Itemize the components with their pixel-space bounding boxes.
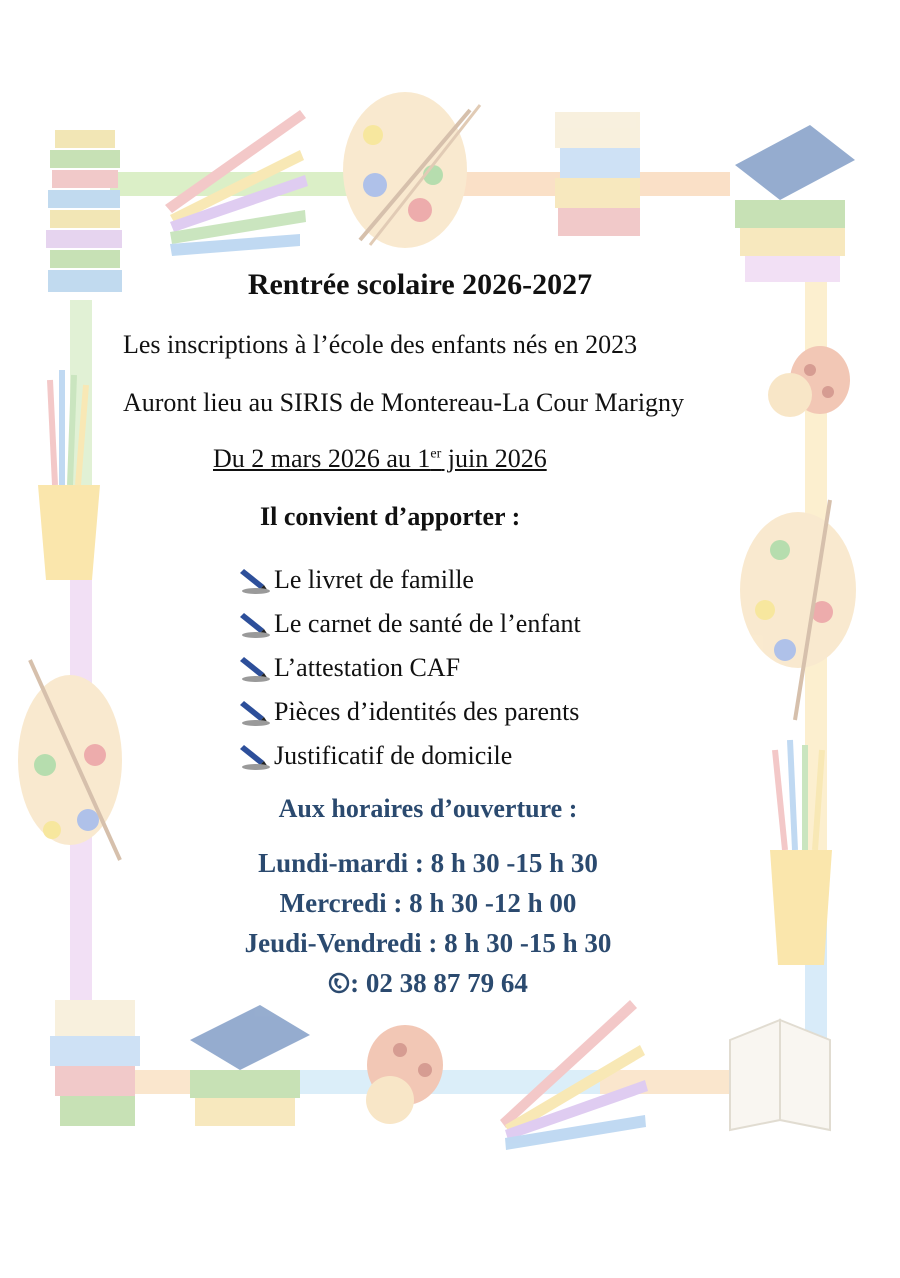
paint-palette-icon [343, 92, 480, 248]
list-item [238, 602, 581, 646]
documents-heading: Il convient d’apporter : [260, 502, 521, 531]
pen-icon [238, 609, 272, 639]
date-range [213, 444, 547, 474]
date-superscript: er [430, 446, 442, 462]
pen-icon [238, 653, 272, 683]
registration-text: Les inscriptions à l’école des enfants nés en 2023 [123, 330, 638, 359]
date-end: juin 2026 [441, 444, 547, 473]
ladybug-icon [768, 346, 850, 417]
phone-number: : 02 38 87 79 64 [350, 968, 528, 998]
open-book-icon [730, 1020, 830, 1130]
list-item [238, 558, 581, 602]
phone-line [0, 968, 856, 999]
hours-wednesday: Mercredi : 8 h 30 -12 h 00 [279, 888, 577, 918]
list-item [238, 646, 581, 690]
documents-list [238, 558, 581, 778]
list-item-label: Justificatif de domicile [274, 741, 513, 770]
pen-icon [238, 565, 272, 595]
hours-thursday-friday: Jeudi-Vendredi : 8 h 30 -15 h 30 [244, 928, 612, 958]
list-item-label: Le carnet de santé de l’enfant [274, 609, 581, 638]
list-item [238, 690, 581, 734]
list-item [238, 734, 581, 778]
page-title: Rentrée scolaire 2026-2027 [247, 268, 593, 301]
phone-icon [328, 972, 350, 994]
hours-monday-tuesday: Lundi-mardi : 8 h 30 -15 h 30 [258, 848, 598, 878]
pen-icon [238, 697, 272, 727]
list-item-label: Le livret de famille [274, 565, 474, 594]
date-start: Du 2 mars 2026 au 1 [213, 444, 431, 473]
list-item-label: L’attestation CAF [274, 653, 461, 682]
hours-heading: Aux horaires d’ouverture : [278, 794, 578, 823]
list-item-label: Pièces d’identités des parents [274, 697, 580, 726]
location-text: Auront lieu au SIRIS de Montereau-La Cour Marigny [123, 388, 685, 417]
pen-icon [238, 741, 272, 771]
